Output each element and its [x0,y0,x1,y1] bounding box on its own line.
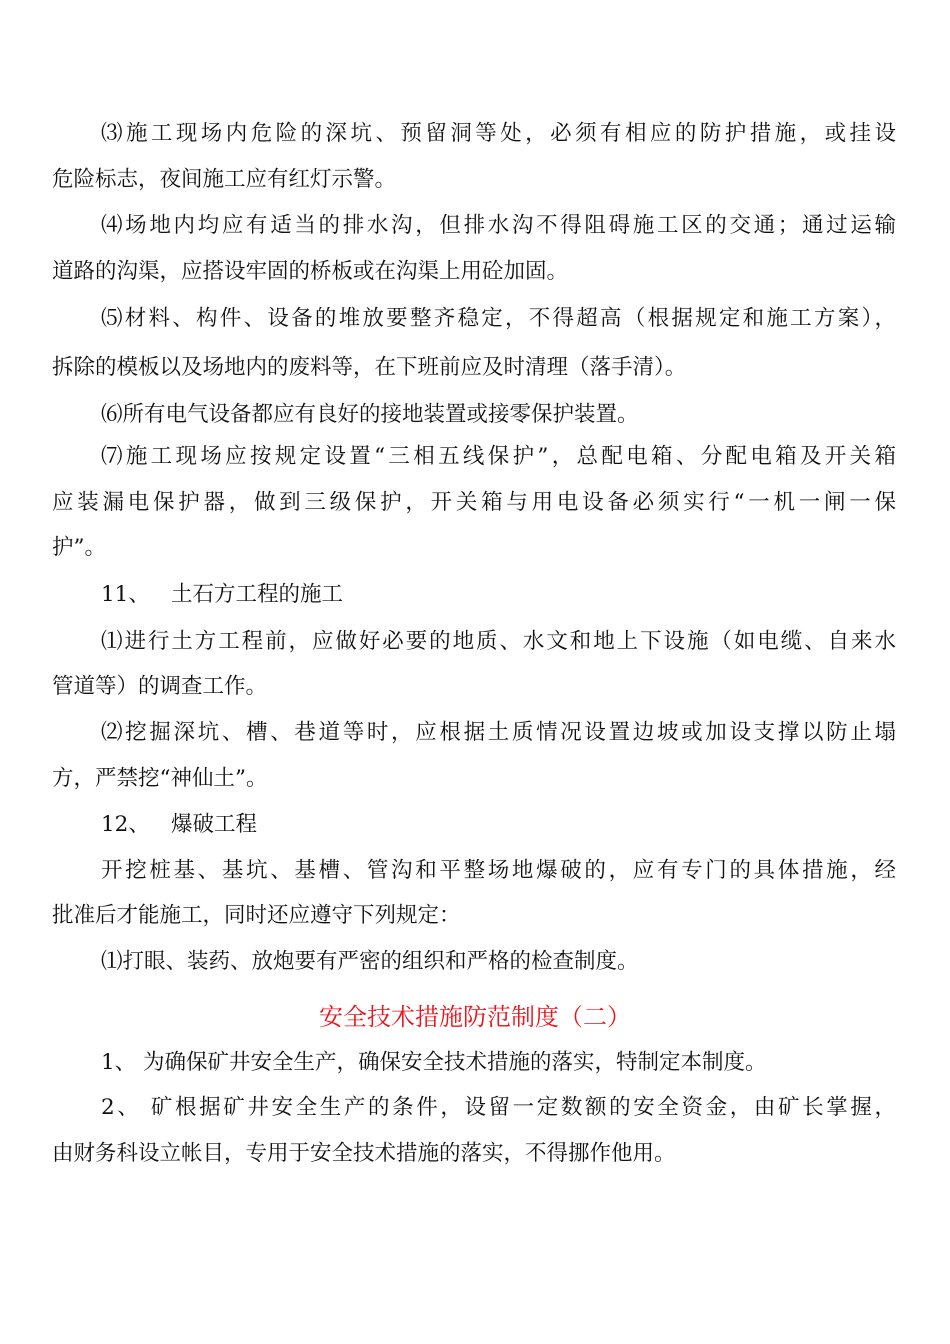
section-11-item-2-line-2: 方，严禁挖“神仙土”。 [52,766,268,791]
section-heading: 安全技术措施防范制度（二） [319,1003,631,1031]
paragraph-7-line-2: 应装漏电保护器，做到三级保护，开关箱与用电设备必须实行“一机一闸一保 [52,490,896,515]
section-11-heading [101,572,896,618]
section-12-number: 12、 [101,812,150,837]
paragraph-4-line-1: ⑷场地内均应有适当的排水沟，但排水沟不得阻碍施工区的交通；通过运输 [101,213,896,238]
section-12-title: 爆破工程 [171,812,258,837]
paragraph-7-line-3: 护”。 [52,535,106,560]
rule-2-line-2: 由财务科设立帐目，专用于安全技术措施的落实，不得挪作他用。 [52,1141,676,1166]
paragraph-3-line-1: ⑶施工现场内危险的深坑、预留洞等处，必须有相应的防护措施，或挂设 [101,121,896,146]
paragraph-5-line-2: 拆除的模板以及场地内的废料等，在下班前应及时清理（落手清）。 [52,355,687,380]
section-12-heading [101,802,896,848]
section-12-intro-line-1: 开挖桩基、基坑、基槽、管沟和平整场地爆破的，应有专门的具体措施，经 [101,858,896,883]
rule-2-line-1: 2、 矿根据矿井安全生产的条件，设留一定数额的安全资金，由矿长掌握， [101,1095,896,1120]
section-12-intro-line-2: 批准后才能施工，同时还应遵守下列规定： [52,903,461,928]
section-11-item-1-line-2: 管道等）的调查工作。 [52,674,268,699]
paragraph-5-line-1: ⑸材料、构件、设备的堆放要整齐稳定，不得超高（根据规定和施工方案）， [101,306,896,331]
section-11-title: 土石方工程的施工 [171,582,344,607]
section-11-item-2-line-1: ⑵挖掘深坑、槽、巷道等时，应根据土质情况设置边坡或加设支撑以防止塌 [101,720,896,745]
section-11-number: 11、 [101,582,150,607]
paragraph-6-line-1: ⑹所有电气设备都应有良好的接地装置或接零保护装置。 [101,402,639,427]
rule-1: 1、 为确保矿井安全生产，确保安全技术措施的落实，特制定本制度。 [101,1050,767,1075]
paragraph-7-line-1: ⑺施工现场应按规定设置“三相五线保护”，总配电箱、分配电箱及开关箱 [101,444,896,469]
section-12-item-1: ⑴打眼、装药、放炮要有严密的组织和严格的检查制度。 [101,949,639,974]
paragraph-4-line-2: 道路的沟渠，应搭设牢固的桥板或在沟渠上用砼加固。 [52,259,569,284]
paragraph-3-line-2: 危险标志，夜间施工应有红灯示警。 [52,167,397,192]
section-11-item-1-line-1: ⑴进行土方工程前，应做好必要的地质、水文和地上下设施（如电缆、自来水 [101,629,896,654]
